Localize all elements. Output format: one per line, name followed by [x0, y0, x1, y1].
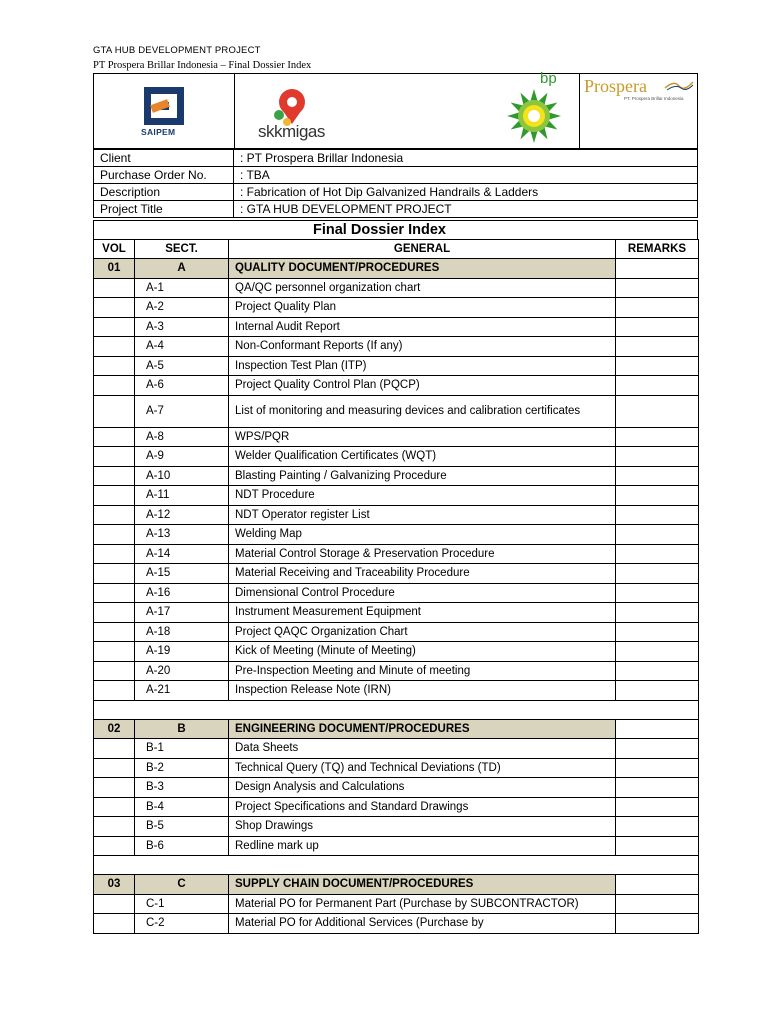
row-description: QA/QC personnel organization chart: [229, 278, 616, 298]
row-remarks: [616, 642, 699, 662]
index-title-box: [93, 220, 698, 240]
row-vol: [94, 817, 135, 837]
bp-logo-text: bp: [540, 70, 557, 87]
row-vol: [94, 278, 135, 298]
row-code: A-10: [135, 466, 229, 486]
info-value: : TBA: [234, 167, 698, 184]
info-row: [94, 184, 698, 201]
row-description: Inspection Release Note (IRN): [229, 681, 616, 701]
row-remarks: [616, 797, 699, 817]
row-description: Data Sheets: [229, 739, 616, 759]
row-vol: [94, 356, 135, 376]
row-description: WPS/PQR: [229, 427, 616, 447]
saipem-logo-cell: [94, 74, 235, 148]
row-code: A-7: [135, 395, 229, 427]
row-remarks: [616, 486, 699, 506]
row-code: C-2: [135, 914, 229, 934]
section-title: ENGINEERING DOCUMENT/PROCEDURES: [229, 719, 616, 739]
row-vol: [94, 778, 135, 798]
row-description: Material Control Storage & Preservation Procedure: [229, 544, 616, 564]
row-description: Welding Map: [229, 525, 616, 545]
row-description: Inspection Test Plan (ITP): [229, 356, 616, 376]
row-vol: [94, 427, 135, 447]
section-header-row: [94, 719, 699, 739]
row-remarks: [616, 356, 699, 376]
doc-header-subtitle: PT Prospera Brillar Indonesia – Final Dossier Index: [93, 60, 312, 71]
table-row: [94, 395, 699, 427]
row-description: Shop Drawings: [229, 817, 616, 837]
row-description: NDT Procedure: [229, 486, 616, 506]
doc-header-project: GTA HUB DEVELOPMENT PROJECT: [93, 45, 261, 56]
row-vol: [94, 642, 135, 662]
spacer-row: [94, 856, 699, 875]
row-code: A-19: [135, 642, 229, 662]
row-vol: [94, 376, 135, 396]
row-description: Technical Query (TQ) and Technical Deviations (TD): [229, 758, 616, 778]
row-code: B-2: [135, 758, 229, 778]
row-vol: [94, 758, 135, 778]
row-vol: [94, 622, 135, 642]
section-code: C: [135, 875, 229, 895]
row-remarks: [616, 525, 699, 545]
table-row: [94, 505, 699, 525]
section-title: QUALITY DOCUMENT/PROCEDURES: [229, 259, 616, 279]
row-code: A-21: [135, 681, 229, 701]
row-description: Material PO for Permanent Part (Purchase by SUBCONTRACTOR): [229, 894, 616, 914]
row-remarks: [616, 603, 699, 623]
row-code: A-1: [135, 278, 229, 298]
section-header-row: [94, 875, 699, 895]
row-vol: [94, 894, 135, 914]
info-row: [94, 150, 698, 167]
saipem-logo-text: SAIPEM: [141, 127, 176, 137]
info-value: : GTA HUB DEVELOPMENT PROJECT: [234, 201, 698, 218]
column-header-row: [94, 240, 699, 259]
table-row: [94, 836, 699, 856]
row-remarks: [616, 622, 699, 642]
row-remarks: [616, 681, 699, 701]
table-row: [94, 642, 699, 662]
table-row: [94, 661, 699, 681]
row-remarks: [616, 817, 699, 837]
table-row: [94, 427, 699, 447]
spacer-row: [94, 700, 699, 719]
info-value: : Fabrication of Hot Dip Galvanized Handrails & Ladders: [234, 184, 698, 201]
row-vol: [94, 797, 135, 817]
row-description: Design Analysis and Calculations: [229, 778, 616, 798]
row-description: Material Receiving and Traceability Procedure: [229, 564, 616, 584]
row-vol: [94, 395, 135, 427]
section-remarks: [616, 719, 699, 739]
table-row: [94, 525, 699, 545]
row-description: Pre-Inspection Meeting and Minute of meeting: [229, 661, 616, 681]
row-description: Blasting Painting / Galvanizing Procedure: [229, 466, 616, 486]
section-code: A: [135, 259, 229, 279]
row-description: Redline mark up: [229, 836, 616, 856]
row-code: A-6: [135, 376, 229, 396]
row-description: Welder Qualification Certificates (WQT): [229, 447, 616, 467]
row-description: Project Specifications and Standard Drawings: [229, 797, 616, 817]
row-code: C-1: [135, 894, 229, 914]
section-remarks: [616, 875, 699, 895]
row-code: A-2: [135, 298, 229, 318]
row-description: Project QAQC Organization Chart: [229, 622, 616, 642]
info-row: [94, 201, 698, 218]
section-vol: 01: [94, 259, 135, 279]
row-remarks: [616, 778, 699, 798]
row-remarks: [616, 661, 699, 681]
row-code: A-8: [135, 427, 229, 447]
row-description: Project Quality Control Plan (PQCP): [229, 376, 616, 396]
row-vol: [94, 681, 135, 701]
row-vol: [94, 317, 135, 337]
table-row: [94, 486, 699, 506]
row-code: A-18: [135, 622, 229, 642]
table-row: [94, 337, 699, 357]
table-row: [94, 544, 699, 564]
info-row: [94, 167, 698, 184]
table-row: [94, 356, 699, 376]
dossier-index-table: [93, 239, 699, 934]
section-vol: 03: [94, 875, 135, 895]
row-code: A-17: [135, 603, 229, 623]
skkmigas-logo-text: skkmigas: [258, 122, 325, 141]
row-vol: [94, 739, 135, 759]
row-code: B-4: [135, 797, 229, 817]
row-vol: [94, 564, 135, 584]
table-row: [94, 317, 699, 337]
project-info-table: [93, 149, 698, 218]
row-code: A-4: [135, 337, 229, 357]
prospera-logo-text: Prospera: [584, 76, 647, 96]
table-row: [94, 739, 699, 759]
row-remarks: [616, 894, 699, 914]
row-code: B-5: [135, 817, 229, 837]
row-remarks: [616, 583, 699, 603]
row-code: B-3: [135, 778, 229, 798]
table-row: [94, 447, 699, 467]
row-description: Non-Conformant Reports (If any): [229, 337, 616, 357]
row-vol: [94, 661, 135, 681]
row-remarks: [616, 395, 699, 427]
row-vol: [94, 505, 135, 525]
row-remarks: [616, 836, 699, 856]
table-row: [94, 564, 699, 584]
table-row: [94, 603, 699, 623]
table-row: [94, 376, 699, 396]
info-label: Purchase Order No.: [94, 167, 234, 184]
row-remarks: [616, 376, 699, 396]
row-vol: [94, 836, 135, 856]
row-description: Kick of Meeting (Minute of Meeting): [229, 642, 616, 662]
table-row: [94, 278, 699, 298]
info-label: Client: [94, 150, 234, 167]
row-vol: [94, 337, 135, 357]
row-description: Internal Audit Report: [229, 317, 616, 337]
row-code: A-20: [135, 661, 229, 681]
section-remarks: [616, 259, 699, 279]
row-remarks: [616, 427, 699, 447]
row-remarks: [616, 564, 699, 584]
row-code: B-6: [135, 836, 229, 856]
spacer-cell: [94, 856, 699, 875]
table-row: [94, 681, 699, 701]
table-row: [94, 817, 699, 837]
table-row: [94, 758, 699, 778]
row-remarks: [616, 758, 699, 778]
table-row: [94, 797, 699, 817]
row-code: A-3: [135, 317, 229, 337]
row-remarks: [616, 447, 699, 467]
row-code: B-1: [135, 739, 229, 759]
table-row: [94, 778, 699, 798]
section-title: SUPPLY CHAIN DOCUMENT/PROCEDURES: [229, 875, 616, 895]
row-vol: [94, 466, 135, 486]
row-code: A-13: [135, 525, 229, 545]
table-row: [94, 914, 699, 934]
row-remarks: [616, 317, 699, 337]
info-value: : PT Prospera Brillar Indonesia: [234, 150, 698, 167]
table-row: [94, 298, 699, 318]
bp-helios-icon: [506, 88, 562, 144]
row-description: Dimensional Control Procedure: [229, 583, 616, 603]
section-code: B: [135, 719, 229, 739]
column-header-vol: VOL: [94, 240, 135, 259]
row-vol: [94, 583, 135, 603]
row-description: Instrument Measurement Equipment: [229, 603, 616, 623]
row-remarks: [616, 298, 699, 318]
row-code: A-14: [135, 544, 229, 564]
section-header-row: [94, 259, 699, 279]
row-vol: [94, 486, 135, 506]
table-row: [94, 466, 699, 486]
row-vol: [94, 525, 135, 545]
row-code: A-9: [135, 447, 229, 467]
row-code: A-5: [135, 356, 229, 376]
table-row: [94, 583, 699, 603]
index-title: Final Dossier Index: [313, 222, 446, 238]
row-code: A-12: [135, 505, 229, 525]
logo-banner: [93, 70, 698, 149]
column-header-remarks: REMARKS: [616, 240, 699, 259]
row-remarks: [616, 278, 699, 298]
prospera-logo-cell: [579, 74, 698, 148]
column-header-general: GENERAL: [229, 240, 616, 259]
section-vol: 02: [94, 719, 135, 739]
row-remarks: [616, 739, 699, 759]
row-vol: [94, 447, 135, 467]
row-vol: [94, 298, 135, 318]
row-remarks: [616, 544, 699, 564]
row-code: A-16: [135, 583, 229, 603]
table-row: [94, 894, 699, 914]
row-vol: [94, 603, 135, 623]
row-vol: [94, 544, 135, 564]
spacer-cell: [94, 700, 699, 719]
row-code: A-15: [135, 564, 229, 584]
table-row: [94, 622, 699, 642]
row-code: A-11: [135, 486, 229, 506]
row-description: Project Quality Plan: [229, 298, 616, 318]
row-remarks: [616, 914, 699, 934]
info-label: Project Title: [94, 201, 234, 218]
row-remarks: [616, 505, 699, 525]
info-label: Description: [94, 184, 234, 201]
column-header-sect: SECT.: [135, 240, 229, 259]
row-remarks: [616, 337, 699, 357]
prospera-swoosh-icon: [664, 80, 694, 92]
row-description: List of monitoring and measuring devices and calibration certificates: [229, 395, 616, 427]
prospera-logo-subtext: PT. Prospera Brillar Indonesia: [624, 96, 684, 101]
row-vol: [94, 914, 135, 934]
row-remarks: [616, 466, 699, 486]
row-description: Material PO for Additional Services (Purchase by: [229, 914, 616, 934]
row-description: NDT Operator register List: [229, 505, 616, 525]
